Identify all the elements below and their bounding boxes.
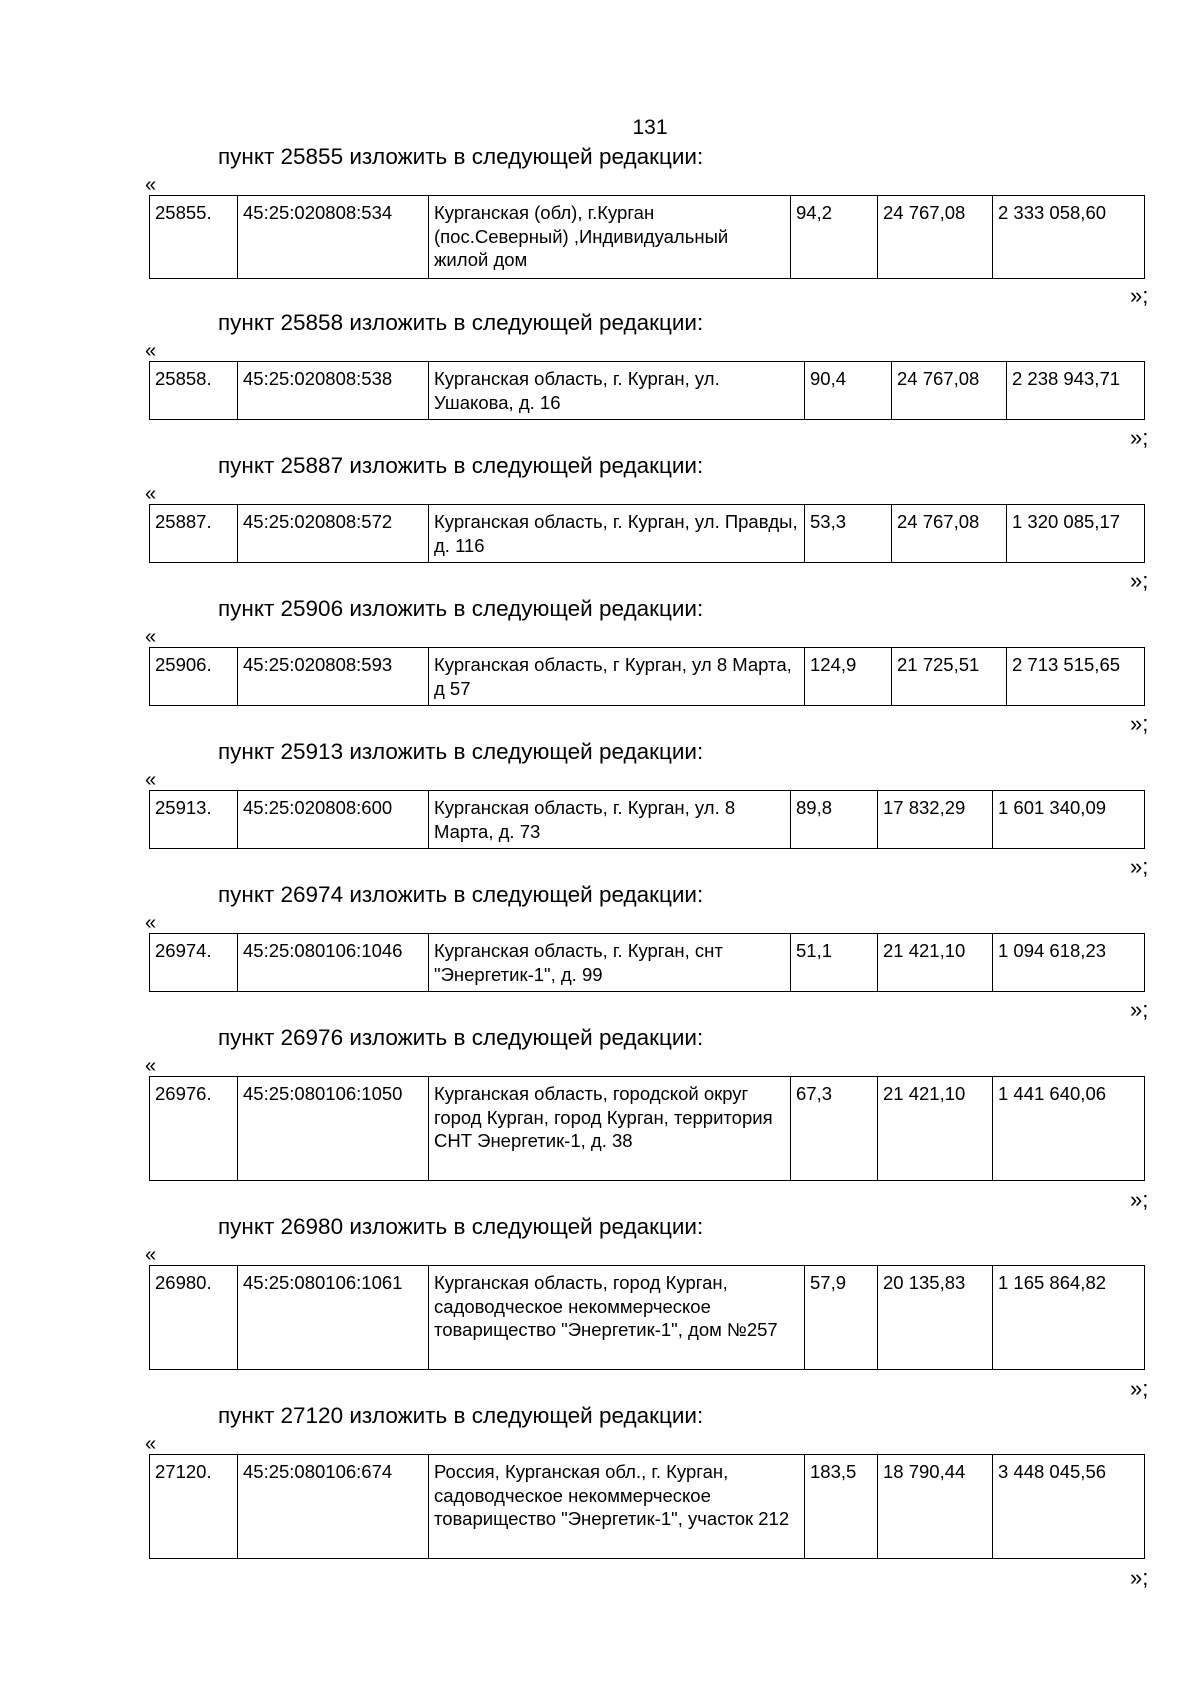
item-number: 26976. — [150, 1077, 238, 1181]
cadastral-value: 1 441 640,06 — [993, 1077, 1145, 1181]
item-number: 25913. — [150, 791, 238, 849]
cadastral-value: 1 165 864,82 — [993, 1266, 1145, 1370]
item-number: 25906. — [150, 648, 238, 706]
cadastral-number: 45:25:080106:1046 — [238, 934, 429, 992]
table-row — [150, 1455, 1145, 1559]
cadastral-number: 45:25:080106:1061 — [238, 1266, 429, 1370]
area: 53,3 — [805, 505, 892, 563]
open-quote: « — [145, 912, 157, 934]
entry-table — [149, 647, 1145, 706]
area: 67,3 — [791, 1077, 878, 1181]
cadastral-value: 2 333 058,60 — [993, 196, 1145, 279]
rate: 21 421,10 — [878, 1077, 993, 1181]
table-row — [150, 934, 1145, 992]
entry-table — [149, 790, 1145, 849]
entry-table — [149, 504, 1145, 563]
item-number: 25855. — [150, 196, 238, 279]
open-quote: « — [145, 1433, 157, 1455]
table-row — [150, 648, 1145, 706]
cadastral-number: 45:25:080106:1050 — [238, 1077, 429, 1181]
cadastral-value: 1 094 618,23 — [993, 934, 1145, 992]
item-number: 26980. — [150, 1266, 238, 1370]
area: 183,5 — [805, 1455, 878, 1559]
address: Курганская область, г. Курган, ул. Правды, д. 116 — [429, 505, 805, 563]
entry-table — [149, 1265, 1145, 1370]
item-number: 26974. — [150, 934, 238, 992]
cadastral-number: 45:25:080106:674 — [238, 1455, 429, 1559]
page-number: 131 — [632, 116, 668, 139]
amendment-heading: пункт 27120 изложить в следующей редакции: — [218, 1403, 704, 1428]
rate: 24 767,08 — [892, 362, 1007, 420]
address: Курганская (обл), г.Курган (пос.Северный) ,Индивидуальный жилой дом — [429, 196, 791, 279]
rate: 24 767,08 — [878, 196, 993, 279]
rate: 21 421,10 — [878, 934, 993, 992]
cadastral-value: 3 448 045,56 — [993, 1455, 1145, 1559]
table-row — [150, 1077, 1145, 1181]
entry-table — [149, 361, 1145, 420]
area: 89,8 — [791, 791, 878, 849]
cadastral-value: 2 713 515,65 — [1007, 648, 1145, 706]
area: 57,9 — [805, 1266, 878, 1370]
entry-table — [149, 933, 1145, 992]
address: Россия, Курганская обл., г. Курган, садоводческое некоммерческое товарищество "Энергетик-1", участок 212 — [429, 1455, 805, 1559]
entry-table — [149, 1454, 1145, 1559]
close-quote: »; — [1130, 854, 1149, 879]
table-row — [150, 505, 1145, 563]
close-quote: »; — [1130, 425, 1149, 450]
cadastral-number: 45:25:020808:534 — [238, 196, 429, 279]
rate: 20 135,83 — [878, 1266, 993, 1370]
amendment-heading: пункт 26980 изложить в следующей редакции: — [218, 1214, 704, 1239]
close-quote: »; — [1130, 568, 1149, 593]
cadastral-number: 45:25:020808:572 — [238, 505, 429, 563]
address: Курганская область, г. Курган, снт "Энергетик-1", д. 99 — [429, 934, 791, 992]
close-quote: »; — [1130, 711, 1149, 736]
close-quote: »; — [1130, 997, 1149, 1022]
item-number: 27120. — [150, 1455, 238, 1559]
address: Курганская область, г. Курган, ул. 8 Марта, д. 73 — [429, 791, 791, 849]
cadastral-number: 45:25:020808:600 — [238, 791, 429, 849]
table-row — [150, 362, 1145, 420]
table-row — [150, 196, 1145, 279]
open-quote: « — [145, 769, 157, 791]
close-quote: »; — [1130, 1376, 1149, 1401]
amendment-heading: пункт 25855 изложить в следующей редакции: — [218, 144, 704, 169]
address: Курганская область, г Курган, ул 8 Марта, д 57 — [429, 648, 805, 706]
close-quote: »; — [1130, 1187, 1149, 1212]
area: 90,4 — [805, 362, 892, 420]
amendment-heading: пункт 25858 изложить в следующей редакции: — [218, 310, 704, 335]
amendment-heading: пункт 25906 изложить в следующей редакции: — [218, 596, 704, 621]
address: Курганская область, город Курган, садоводческое некоммерческое товарищество "Энергетик-1", дом №257 — [429, 1266, 805, 1370]
rate: 17 832,29 — [878, 791, 993, 849]
open-quote: « — [145, 340, 157, 362]
entry-table — [149, 1076, 1145, 1181]
area: 51,1 — [791, 934, 878, 992]
cadastral-value: 1 320 085,17 — [1007, 505, 1145, 563]
open-quote: « — [145, 1055, 157, 1077]
open-quote: « — [145, 174, 157, 196]
amendment-heading: пункт 26976 изложить в следующей редакции: — [218, 1025, 704, 1050]
close-quote: »; — [1130, 1565, 1149, 1590]
item-number: 25887. — [150, 505, 238, 563]
close-quote: »; — [1130, 283, 1149, 308]
rate: 24 767,08 — [892, 505, 1007, 563]
address: Курганская область, городской округ город Курган, город Курган, территория СНТ Энергетик-1, д. 38 — [429, 1077, 791, 1181]
table-row — [150, 791, 1145, 849]
item-number: 25858. — [150, 362, 238, 420]
open-quote: « — [145, 1244, 157, 1266]
cadastral-number: 45:25:020808:593 — [238, 648, 429, 706]
table-row — [150, 1266, 1145, 1370]
entry-table — [149, 195, 1145, 279]
amendment-heading: пункт 25887 изложить в следующей редакции: — [218, 453, 704, 478]
area: 94,2 — [791, 196, 878, 279]
address: Курганская область, г. Курган, ул. Ушакова, д. 16 — [429, 362, 805, 420]
area: 124,9 — [805, 648, 892, 706]
rate: 18 790,44 — [878, 1455, 993, 1559]
cadastral-value: 1 601 340,09 — [993, 791, 1145, 849]
cadastral-number: 45:25:020808:538 — [238, 362, 429, 420]
open-quote: « — [145, 626, 157, 648]
amendment-heading: пункт 25913 изложить в следующей редакции: — [218, 739, 704, 764]
cadastral-value: 2 238 943,71 — [1007, 362, 1145, 420]
amendment-heading: пункт 26974 изложить в следующей редакции: — [218, 882, 704, 907]
open-quote: « — [145, 483, 157, 505]
rate: 21 725,51 — [892, 648, 1007, 706]
